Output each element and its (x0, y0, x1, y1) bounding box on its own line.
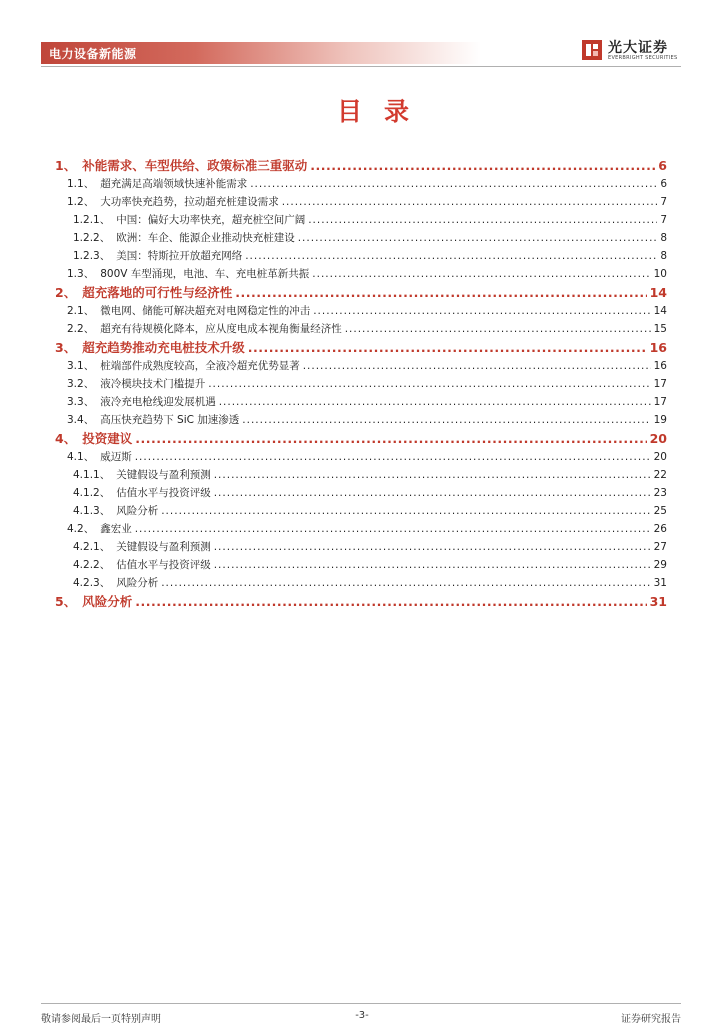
toc-entry[interactable] (55, 320, 667, 338)
toc-entry-number: 4.1.1、 (73, 469, 111, 481)
toc-dot-leader (219, 393, 651, 411)
toc-entry-title: 大功率快充趋势，拉动超充桩建设需求 (100, 196, 279, 208)
toc-entry-page: 8 (660, 232, 667, 244)
toc-entry-number: 4、 (55, 431, 77, 446)
toc-dot-leader (313, 302, 650, 320)
toc-entry-number: 4.2.2、 (73, 559, 111, 571)
toc-entry-page: 20 (649, 431, 667, 446)
toc-entry-title: 微电网、储能可解决超充对电网稳定性的冲击 (100, 305, 311, 317)
toc-entry[interactable] (55, 466, 667, 484)
toc-dot-leader (135, 592, 646, 611)
toc-entry-page: 31 (653, 577, 667, 589)
toc-entry-page: 17 (653, 396, 667, 408)
toc-entry-number: 1.1、 (67, 178, 95, 190)
toc-entry-page: 17 (653, 378, 667, 390)
toc-entry-page: 26 (653, 523, 667, 535)
toc-entry-page: 27 (653, 541, 667, 553)
logo-chinese-name: 光大证券 (608, 40, 668, 56)
toc-dot-leader (214, 484, 651, 502)
toc-dot-leader (161, 502, 650, 520)
toc-entry-title: 关键假设与盈利预测 (116, 469, 211, 481)
toc-entry-number: 4.1.3、 (73, 505, 111, 517)
toc-entry[interactable] (55, 211, 667, 229)
toc-dot-leader (310, 156, 655, 175)
toc-entry[interactable] (55, 247, 667, 265)
toc-entry[interactable] (55, 411, 667, 429)
toc-entry-title: 液冷充电枪线迎发展机遇 (100, 396, 216, 408)
toc-entry-title: 关键假设与盈利预测 (116, 541, 211, 553)
toc-dot-leader (235, 283, 646, 302)
toc-entry-number: 4.2.1、 (73, 541, 111, 553)
toc-entry-number: 4.1.2、 (73, 487, 111, 499)
footer-disclaimer: 敬请参阅最后一页特别声明 (41, 1014, 161, 1025)
toc-dot-leader (214, 556, 651, 574)
toc-entry[interactable] (55, 156, 667, 175)
toc-entry[interactable] (55, 229, 667, 247)
toc-dot-leader (308, 211, 657, 229)
toc-dot-leader (312, 265, 650, 283)
toc-entry[interactable] (55, 283, 667, 302)
toc-entry-number: 1.2.1、 (73, 214, 111, 226)
header-divider (41, 66, 681, 67)
toc-dot-leader (250, 175, 657, 193)
toc-entry-number: 1.2、 (67, 196, 95, 208)
toc-dot-leader (245, 247, 657, 265)
toc-dot-leader (161, 574, 650, 592)
toc-entry-number: 3.4、 (67, 414, 95, 426)
toc-entry-page: 25 (653, 505, 667, 517)
toc-entry-number: 2.2、 (67, 323, 95, 335)
brand-logo (580, 34, 680, 66)
toc-entry-title: 风险分析 (116, 577, 159, 589)
table-of-contents (55, 156, 667, 611)
toc-dot-leader (242, 411, 650, 429)
toc-entry[interactable] (55, 375, 667, 393)
toc-entry-number: 4.2、 (67, 523, 95, 535)
page-number: -3- (355, 1010, 369, 1021)
toc-dot-leader (298, 229, 658, 247)
toc-entry-number: 1.2.2、 (73, 232, 111, 244)
toc-entry[interactable] (55, 393, 667, 411)
everbright-logo-icon (580, 38, 604, 62)
toc-entry-title: 超充有待规模化降本，应从度电成本视角衡量经济性 (100, 323, 342, 335)
toc-entry-page: 10 (653, 268, 667, 280)
toc-entry-page: 14 (653, 305, 667, 317)
toc-entry[interactable] (55, 357, 667, 375)
toc-entry-title: 欧洲：车企、能源企业推动快充桩建设 (116, 232, 295, 244)
header-section-band (41, 42, 481, 64)
toc-entry-title: 投资建议 (82, 431, 133, 446)
toc-entry-page: 19 (653, 414, 667, 426)
toc-entry-title: 估值水平与投资评级 (116, 559, 211, 571)
toc-entry-number: 3.3、 (67, 396, 95, 408)
toc-entry-page: 29 (653, 559, 667, 571)
toc-entry-page: 16 (653, 360, 667, 372)
toc-entry-title: 鑫宏业 (100, 523, 132, 535)
toc-entry[interactable] (55, 520, 667, 538)
toc-entry[interactable] (55, 556, 667, 574)
toc-entry[interactable] (55, 574, 667, 592)
toc-dot-leader (345, 320, 651, 338)
toc-entry[interactable] (55, 484, 667, 502)
toc-entry-title: 高压快充趋势下 SiC 加速渗透 (100, 414, 240, 426)
toc-entry-title: 风险分析 (82, 594, 133, 609)
toc-entry[interactable] (55, 448, 667, 466)
toc-dot-leader (208, 375, 650, 393)
section-label: 电力设备新能源 (49, 47, 137, 61)
toc-entry[interactable] (55, 175, 667, 193)
toc-entry[interactable] (55, 302, 667, 320)
toc-entry[interactable] (55, 592, 667, 611)
toc-entry[interactable] (55, 502, 667, 520)
toc-entry-number: 3、 (55, 340, 77, 355)
toc-entry-number: 2、 (55, 285, 77, 300)
toc-entry-title: 超充趋势推动充电桩技术升级 (82, 340, 245, 355)
footer-report-type: 证券研究报告 (621, 1014, 681, 1025)
toc-dot-leader (214, 466, 651, 484)
toc-entry-page: 8 (660, 250, 667, 262)
toc-dot-leader (135, 520, 651, 538)
toc-entry-number: 3.2、 (67, 378, 95, 390)
toc-entry-number: 5、 (55, 594, 77, 609)
toc-entry-title: 中国：偏好大功率快充，超充桩空间广阔 (116, 214, 306, 226)
toc-entry-title: 超充落地的可行性与经济性 (82, 285, 233, 300)
toc-dot-leader (303, 357, 651, 375)
toc-entry-title: 风险分析 (116, 505, 159, 517)
toc-entry-page: 7 (660, 196, 667, 208)
toc-entry[interactable] (55, 538, 667, 556)
page-title: 目录 (336, 97, 431, 126)
toc-entry-page: 23 (653, 487, 667, 499)
toc-entry-number: 1.2.3、 (73, 250, 111, 262)
toc-entry-number: 1.3、 (67, 268, 95, 280)
toc-entry-title: 估值水平与投资评级 (116, 487, 211, 499)
toc-entry-title: 超充满足高端领域快速补能需求 (100, 178, 248, 190)
toc-dot-leader (135, 448, 651, 466)
footer-divider (41, 1003, 681, 1004)
toc-entry-page: 7 (660, 214, 667, 226)
toc-entry-page: 14 (649, 285, 667, 300)
logo-english-name: EVERBRIGHT SECURITIES (608, 55, 678, 61)
toc-dot-leader (214, 538, 651, 556)
toc-entry-number: 2.1、 (67, 305, 95, 317)
toc-entry-title: 威迈斯 (100, 451, 132, 463)
toc-entry[interactable] (55, 193, 667, 211)
toc-entry-title: 液冷模块技术门槛提升 (100, 378, 206, 390)
toc-entry[interactable] (55, 338, 667, 357)
toc-entry-title: 桩端部件成熟度较高，全液冷超充优势显著 (100, 360, 300, 372)
toc-entry[interactable] (55, 265, 667, 283)
toc-entry-title: 美国：特斯拉开放超充网络 (116, 250, 243, 262)
toc-entry-page: 22 (653, 469, 667, 481)
toc-dot-leader (282, 193, 658, 211)
toc-entry-page: 31 (649, 594, 667, 609)
toc-entry-number: 4.1、 (67, 451, 95, 463)
toc-entry-number: 3.1、 (67, 360, 95, 372)
toc-entry[interactable] (55, 429, 667, 448)
toc-entry-page: 6 (660, 178, 667, 190)
toc-entry-number: 1、 (55, 158, 77, 173)
toc-entry-page: 20 (653, 451, 667, 463)
toc-dot-leader (135, 429, 646, 448)
toc-entry-page: 16 (649, 340, 667, 355)
toc-dot-leader (248, 338, 647, 357)
toc-entry-title: 800V 车型涌现，电池、车、充电桩革新共振 (100, 268, 310, 280)
toc-entry-page: 15 (653, 323, 667, 335)
toc-entry-number: 4.2.3、 (73, 577, 111, 589)
toc-entry-page: 6 (658, 158, 667, 173)
toc-entry-title: 补能需求、车型供给、政策标准三重驱动 (82, 158, 308, 173)
